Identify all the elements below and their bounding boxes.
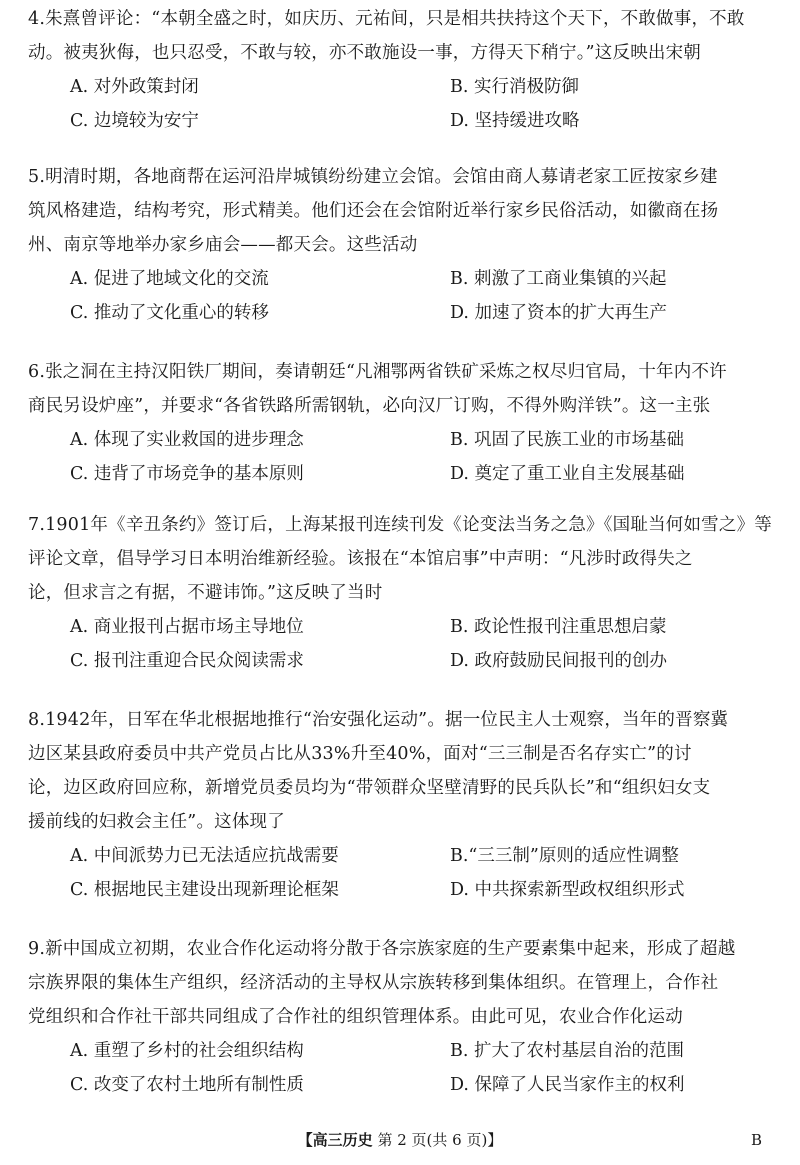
option-c: C. 根据地民主建设出现新理论框架 [70,880,339,900]
question-stem-line: 5.明清时期，各地商帮在运河沿岸城镇纷纷建立会馆。会馆由商人募请老家工匠按家乡建 [28,167,718,187]
question-stem-line: 党组织和合作社干部共同组成了合作社的组织管理体系。由此可见，农业合作化运动 [28,1007,683,1027]
option-b: B. 刺激了工商业集镇的兴起 [450,269,667,289]
paper-version: B [750,1131,762,1149]
option-row [28,1034,774,1068]
option-b: B. 扩大了农村基层自治的范围 [450,1041,684,1061]
option-b: B. 巩固了民族工业的市场基础 [450,430,684,450]
page-footer [0,1125,800,1155]
option-a: A. 体现了实业救国的进步理念 [70,430,304,450]
option-row [28,104,774,138]
option-row [28,423,774,457]
option-b: B.“三三制”原则的适应性调整 [450,846,679,866]
question-stem-line: 宗族界限的集体生产组织，经济活动的主导权从宗族转移到集体组织。在管理上，合作社 [28,973,719,993]
question-stem-line: 动。被夷狄侮，也只忍受，不敢与较，亦不敢施设一事，方得天下稍宁。”这反映出宋朝 [28,43,701,63]
option-row [28,644,774,678]
question-5 [28,160,774,330]
option-c: C. 违背了市场竞争的基本原则 [70,464,304,484]
option-row [28,457,774,491]
question-stem-line: 商民另设炉座”，并要求“各省铁路所需钢轨，必向汉厂订购，不得外购洋铁”。这一主张 [28,396,711,416]
option-row [28,296,774,330]
option-d: D. 加速了资本的扩大再生产 [450,303,668,323]
option-c: C. 报刊注重迎合民众阅读需求 [70,651,304,671]
question-stem-line: 边区某县政府委员中共产党员占比从33%升至40%，面对“三三制是否名存实亡”的讨 [28,744,692,764]
option-row [28,873,774,907]
option-row [28,839,774,873]
question-7 [28,508,774,678]
option-a: A. 对外政策封闭 [70,77,199,97]
option-d: D. 中共探索新型政权组织形式 [450,880,685,900]
option-d: D. 保障了人民当家作主的权利 [450,1075,685,1095]
question-stem-line: 州、南京等地举办家乡庙会——都天会。这些活动 [28,235,418,255]
question-8 [28,703,774,907]
option-d: D. 政府鼓励民间报刊的创办 [450,651,668,671]
question-stem-line: 论，边区政府回应称，新增党员委员均为“带领群众坚壁清野的民兵队长”和“组织妇女支 [28,778,711,798]
option-c: C. 改变了农村土地所有制性质 [70,1075,304,1095]
question-stem-line: 6.张之洞在主持汉阳铁厂期间，奏请朝廷“凡湘鄂两省铁矿采炼之权尽归官局，十年内不许 [28,362,727,382]
footer-center [0,1125,800,1155]
option-d: D. 坚持缓进攻略 [450,111,580,131]
option-a: A. 重塑了乡村的社会组织结构 [70,1041,304,1061]
option-d: D. 奠定了重工业自主发展基础 [450,464,685,484]
footer-page-number: 第 2 页(共 6 页)】 [377,1131,503,1149]
option-row [28,610,774,644]
footer-subject: 【高三历史 [297,1131,373,1149]
question-stem-line: 筑风格建造，结构考究，形式精美。他们还会在会馆附近举行家乡民俗活动，如徽商在扬 [28,201,719,221]
question-stem-line: 援前线的妇救会主任”。这体现了 [28,812,285,832]
option-row [28,1068,774,1102]
option-c: C. 推动了文化重心的转移 [70,303,269,323]
option-a: A. 商业报刊占据市场主导地位 [70,617,304,637]
question-stem-line: 论，但求言之有据，不避讳饰。”这反映了当时 [28,583,383,603]
question-6 [28,355,774,491]
question-4 [28,2,774,138]
option-b: B. 实行消极防御 [450,77,579,97]
option-c: C. 边境较为安宁 [70,111,199,131]
question-stem-line: 4.朱熹曾评论：“本朝全盛之时，如庆历、元祐间，只是相共扶持这个天下，不敢做事，不敢 [28,9,745,29]
question-stem-line: 8.1942年，日军在华北根据地推行“治安强化运动”。据一位民主人士观察，当年的晋察冀 [28,710,729,730]
option-a: A. 促进了地域文化的交流 [70,269,269,289]
option-row [28,262,774,296]
option-b: B. 政论性报刊注重思想启蒙 [450,617,667,637]
option-row [28,70,774,104]
option-a: A. 中间派势力已无法适应抗战需要 [70,846,339,866]
question-stem-line: 7.1901年《辛丑条约》签订后，上海某报刊连续刊发《论变法当务之急》《国耻当何如雪之》等 [28,515,772,535]
question-stem-line: 评论文章，倡导学习日本明治维新经验。该报在“本馆启事”中声明：“凡涉时政得失之 [28,549,693,569]
question-9 [28,932,774,1102]
question-stem-line: 9.新中国成立初期，农业合作化运动将分散于各宗族家庭的生产要素集中起来，形成了超越 [28,939,736,959]
